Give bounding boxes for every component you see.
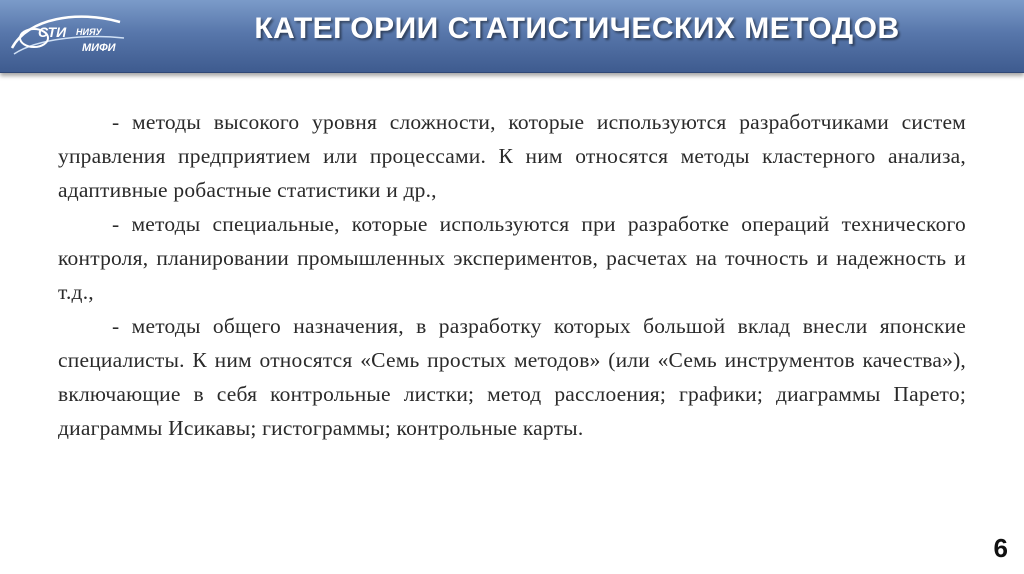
paragraph-general-methods: - методы общего назначения, в разработку которых большой вклад внесли японские специалисты. К ним относятся «Семь простых методов» (или «Семь инструментов качества»), включающие в себя контрольные листки; метод расслоения; графики; диаграммы Парето; диаграммы Исикавы; гистограммы; контрольные карты. [58, 314, 966, 440]
sti-niyau-mifi-logo [8, 8, 128, 62]
slide-body [58, 105, 966, 445]
logo-primary-text: СТИ [38, 24, 67, 40]
logo-secondary-top-text: НИЯУ [76, 27, 102, 37]
slide-header [0, 0, 1024, 73]
logo-secondary-bottom-text: МИФИ [82, 42, 116, 54]
paragraph-special-methods: - методы специальные, которые используются при разработке операций технического контроля, планировании промышленных экспериментов, расчетах на точность и надежность и т.д., [58, 212, 966, 304]
page-number: 6 [993, 533, 1008, 563]
paragraph-complex-methods: - методы высокого уровня сложности, которые используются разработчиками систем управления предприятием или процессами. К ним относятся методы кластерного анализа, адаптивные робастные статистики и др., [58, 110, 966, 202]
slide-title: КАТЕГОРИИ СТАТИСТИЧЕСКИХ МЕТОДОВ [254, 12, 900, 45]
